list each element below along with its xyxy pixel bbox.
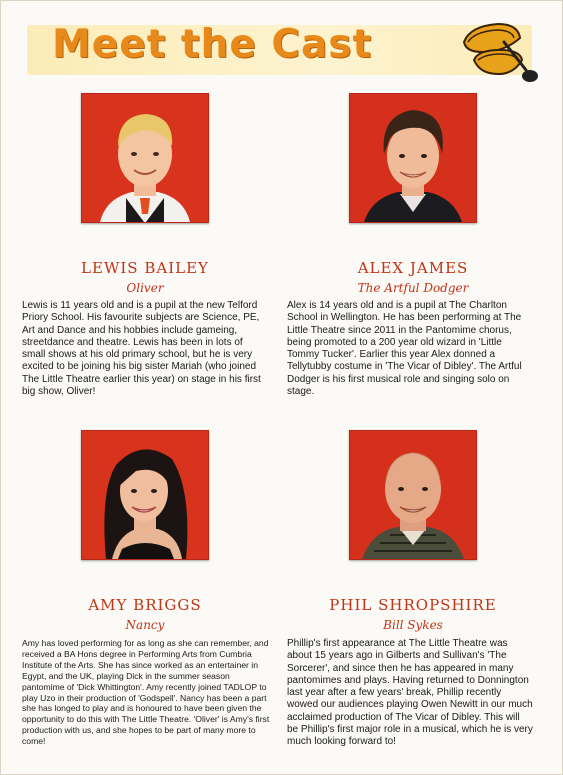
cast-name: AMY BRIGGS: [88, 596, 202, 614]
bowls-spoon-logo-icon: [460, 12, 542, 90]
cast-name: PHIL SHROPSHIRE: [329, 596, 497, 614]
cast-role: Bill Sykes: [383, 618, 443, 632]
cast-photo-phil-shropshire: [349, 430, 477, 560]
cast-photo-amy-briggs: [81, 430, 209, 560]
cast-photo-lewis-bailey: [81, 93, 209, 223]
cast-name: ALEX JAMES: [357, 259, 469, 277]
cast-bio: Amy has loved performing for as long as she can remember, and received a BA Hons degree in Performing Arts from Cumbria Institute of the Arts. She has since worked as an entertainer in Egypt, and the UK, playing Dick in the summer season pantomime of 'Dick Whittington'. Amy recently joined TADLOP to play Uzo in their production of 'Godspell'. Nancy has been a part she has longed to play and is honoured to have been given the opportunity to do this with The Little Theatre. 'Oliver' is Amy's first production with us, and she hopes to be part of many more to come!: [22, 638, 270, 747]
cast-bio: Lewis is 11 years old and is a pupil at the new Telford Priory School. His favourite subjects are Science, PE, Art and Dance and his hobbies include gameing, streetdance and theatre. Lewis has been in lots of small shows at his old primary school, but he is very excited to be joining his big sister Mariah (who joined The Little Theatre earlier this year) on stage in his first big show, Oliver!: [22, 300, 261, 398]
cast-bio: Alex is 14 years old and is a pupil at The Charlton School in Wellington. He has been performing at The Little Theatre since 2011 in the Pantomime chorus, being promoted to a 200 year old wizard in 'Little Tommy Tucker'. Earlier this year Alex donned a Tellytubby costume in 'The Vicar of Dibley'. The Artful Dodger is his first musical role and singing solo on stage.: [287, 300, 522, 398]
page-title: Meet the Cast: [52, 22, 373, 67]
cast-role: The Artful Dodger: [357, 281, 469, 295]
cast-photo-alex-james: [349, 93, 477, 223]
cast-name: LEWIS BAILEY: [81, 259, 209, 277]
cast-role: Nancy: [125, 618, 165, 632]
cast-bio: Phillip's first appearance at The Little Theatre was about 15 years ago in Gilberts and Sullivan's 'The Sorcerer', and since then he has appeared in many pantomimes and plays. Having returned to Donnington last year after a few years' break, Phillip recently wowed our audiences playing Owen Newitt in our much acclaimed production of The Vicar of Dibley. This will be Phillip's first major role in a musical, which he is very much looking forward to!: [287, 638, 533, 748]
cast-role: Oliver: [126, 281, 164, 295]
